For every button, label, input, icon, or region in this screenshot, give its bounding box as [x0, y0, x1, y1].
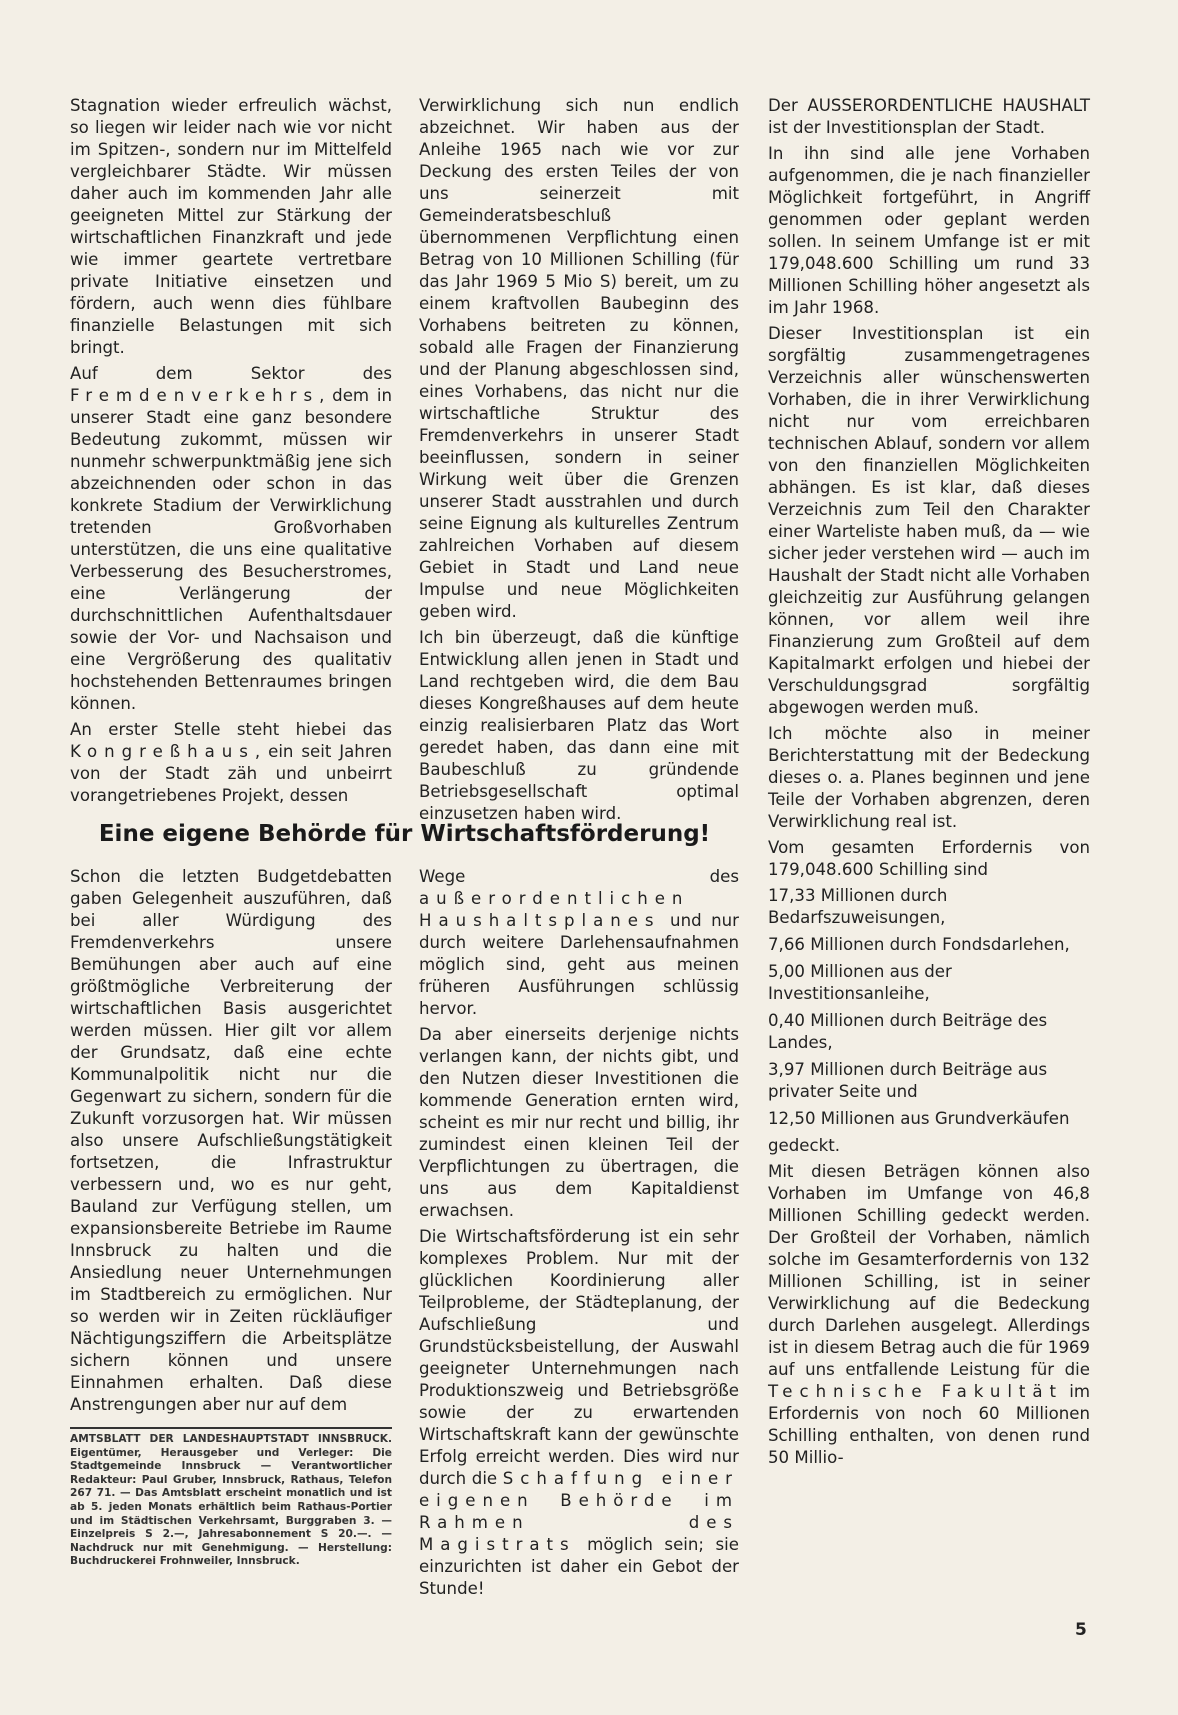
spaced-term: Technische Fakultät	[768, 1382, 1064, 1401]
text-run: und nur durch weitere Darlehensaufnahmen möglich sind, geht aus meinen früheren Ausführungen schlüssig hervor.	[419, 911, 739, 1018]
list-item: 5,00 Millionen aus der Investitionsanleihe,	[768, 962, 952, 1003]
text-run: , ein seit Jahren von der Stadt zäh und unbeirrt vorangetriebenes Projekt, dessen	[70, 742, 392, 805]
text-run: Mit diesen Beträgen können also Vorhaben im Umfange von 46,8 Millionen Schilling gedeckt werden. Der Großteil der Vorhaben, nämlich solche im Gesamterfordernis von 132 Millionen Schilling, ist in seiner Verwirklichung auf die Bedeckung durch Darlehen ausgelegt. Allerdings ist in diesem Betrag auch die für 1969 auf uns entfallende Leistung für die	[768, 1162, 1090, 1379]
text-run: im Erfordernis von noch 60 Millionen Schilling enthalten, von denen rund 50 Millio-	[768, 1382, 1090, 1467]
text-run: Die Wirtschaftsförderung ist ein sehr komplexes Problem. Nur mit der glücklichen Koordinierung aller Teilprobleme, der Städteplanung, der Aufschließung und Grundstücksbeistellung, der Auswahl geeigneter Unternehmungen nach Produktionszweig und Betriebsgröße sowie der zu erwartenden Wirtschaftskraft kann der gewünschte Erfolg erreicht werden. Dies wird nur durch die	[419, 1227, 739, 1488]
list-item: 17,33 Millionen durch Bedarfszuweisungen,	[768, 886, 948, 927]
text-run: Auf dem Sektor des	[70, 364, 392, 383]
column-1-top	[70, 95, 392, 811]
spaced-term: Kongreßhaus	[70, 742, 255, 761]
paragraph: Ich möchte also in meiner Berichterstattung mit der Bedeckung dieses o. a. Planes beginnen und jene Teile der Vorhaben abgrenzen, deren Verwirklichung real ist.	[768, 724, 1090, 831]
paragraph: In ihn sind alle jene Vorhaben aufgenommen, die je nach finanzieller Möglichkeit fortgeführt, in Angriff genommen oder geplant werden sollen. In seinem Umfange ist er mit 179,048.600 Schilling um rund 33 Millionen Schilling höher angesetzt als im Jahr 1968.	[768, 144, 1090, 317]
paragraph	[70, 363, 392, 715]
paragraph: Vom gesamten Erfordernis von 179,048.600 Schilling sind	[768, 838, 1090, 879]
text-run: Wege des	[419, 867, 739, 886]
column-1-bottom	[70, 866, 392, 1420]
list-item: 0,40 Millionen durch Beiträge des Landes,	[768, 1011, 1048, 1052]
paragraph: Dieser Investitionsplan ist ein sorgfältig zusammengetragenes Verzeichnis aller wünschenswerten Vorhaben, die in ihrer Verwirklichung nicht nur vom erreichbaren technischen Ablauf, sondern vor allem von den finanziellen Möglichkeiten abhängen. Es ist klar, daß dieses Verzeichnis zum Teil den Charakter einer Warteliste haben muß, da — wie sicher jeder verstehen wird — auch im Haushalt der Stadt nicht alle Vorhaben gleichzeitig zur Ausführung gelangen können, vor allem weil ihre Finanzierung zum Großteil auf dem Kapitalmarkt erfolgen und hiebei der Verschuldungsgrad sorgfältig abgewogen werden muß.	[768, 324, 1090, 717]
list-item: 3,97 Millionen durch Beiträge aus privater Seite und	[768, 1060, 1048, 1101]
page-number: 5	[1075, 1620, 1087, 1640]
spaced-term: außerordentlichen Haushaltsplanes	[419, 889, 690, 930]
list-item: 7,66 Millionen durch Fondsdarlehen,	[768, 935, 1070, 954]
text-run: An erster Stelle steht hiebei das	[70, 720, 392, 739]
paragraph: Der AUSSERORDENTLICHE HAUSHALT ist der Investitionsplan der Stadt.	[768, 96, 1090, 137]
column-2-bottom	[419, 866, 739, 1604]
paragraph: Ich bin überzeugt, daß die künftige Entwicklung allen jenen in Stadt und Land rechtgeben wird, die dem Bau dieses Kongreßhauses auf dem heute einzig realisierbaren Platz das Wort geredet haben, das dann eine mit Baubeschluß zu gründende Betriebsgesellschaft optimal einzusetzen haben wird.	[419, 628, 739, 823]
paragraph: gedeckt.	[768, 1136, 840, 1155]
paragraph	[768, 1161, 1090, 1469]
column-2-top	[419, 95, 739, 829]
divider	[70, 1427, 392, 1429]
paragraph: Da aber einerseits derjenige nichts verlangen kann, der nichts gibt, und den Nutzen dieser Investitionen die kommende Generation ernten wird, scheint es mir nur recht und billig, ihr zumindest einen kleinen Teil der Verpflichtungen zu übertragen, die uns aus dem Kapitaldienst erwachsen.	[419, 1025, 739, 1220]
spaced-term: Fremdenverkehrs	[70, 386, 320, 405]
paragraph: Schon die letzten Budgetdebatten gaben Gelegenheit auszuführen, daß bei aller Würdigung des Fremdenverkehrs unsere Bemühungen aber auch auf eine größtmögliche Verbreiterung der wirtschaftlichen Basis ausgerichtet werden müssen. Hier gilt vor allem der Grundsatz, daß eine echte Kommunalpolitik nicht nur die Gegenwart zu sichern, sondern für die Zukunft vorzusorgen hat. Wir müssen also unsere Aufschließungstätigkeit fortsetzen, die Infrastruktur verbessern und, wo es nur geht, Bauland zur Verfügung stellen, um expansionsbereite Betriebe im Raume Innsbruck zu halten und die Ansiedlung neuer Unternehmungen im Stadtbereich zu ermöglichen. Nur so werden wir in Zeiten rückläufiger Nächtigungsziffern die Arbeitsplätze sichern können und unsere Einnahmen erhalten. Daß diese Anstrengungen aber nur auf dem	[70, 867, 392, 1414]
paragraph	[419, 1226, 739, 1600]
list-item: 12,50 Millionen aus Grundverkäufen	[768, 1109, 1070, 1128]
spaced-term: Schaffung einer eigenen Behörde im Rahmen des Magistrats	[419, 1469, 739, 1554]
paragraph: Verwirklichung sich nun endlich abzeichnet. Wir haben aus der Anleihe 1965 nach wie vor zur Deckung des ersten Teiles der von uns seinerzeit mit Gemeinderatsbeschluß übernommenen Verpflichtung einen Betrag von 10 Millionen Schilling (für das Jahr 1969 5 Mio S) bereit, um zu einem kraftvollen Baubeginn des Vorhabens beitreten zu können, sobald alle Fragen der Finanzierung und der Planung abgeschlossen sind, eines Vorhabens, das nicht nur die wirtschaftliche Struktur des Fremdenverkehrs in unserer Stadt beeinflussen, sondern in seiner Wirkung weit über die Grenzen unserer Stadt ausstrahlen und durch seine Eignung als kulturelles Zentrum zahlreichen Vorhaben auf diesem Gebiet in Stadt und Land neue Impulse und neue Möglichkeiten geben wird.	[419, 96, 739, 621]
paragraph	[419, 866, 739, 1020]
funding-list	[768, 885, 1090, 1130]
section-headline: Eine eigene Behörde für Wirtschaftsförderung!	[98, 821, 711, 847]
paragraph	[70, 719, 392, 807]
text-run: , dem in unserer Stadt eine ganz besondere Bedeutung zukommt, müssen wir nunmehr schwerpunktmäßig jene sich abzeichnenden oder schon in das konkrete Stadium der Verwirklichung tretenden Großvorhaben unterstützen, die uns eine qualitative Verbesserung des Besucherstromes, eine Verlängerung der durchschnittlichen Aufenthaltsdauer sowie der Vor- und Nachsaison und eine Vergrößerung des qualitativ hochstehenden Bettenraumes bringen können.	[70, 386, 392, 713]
column-3	[768, 95, 1090, 1473]
impressum: AMTSBLATT DER LANDESHAUPTSTADT INNSBRUCK. Eigentümer, Herausgeber und Verleger: Die Stadtgemeinde Innsbruck — Verantwortlicher Redakteur: Paul Gruber, Innsbruck, Rathaus, Telefon 267 71. — Das Amtsblatt erscheint monatlich und ist ab 5. jeden Monats erhältlich beim Rathaus-Portier und im Städtischen Verkehrsamt, Burggraben 3. — Einzelpreis S 2.—, Jahresabonnement S 20.—. — Nachdruck nur mit Genehmigung. — Herstellung: Buchdruckerei Frohnweiler, Innsbruck.	[70, 1433, 392, 1568]
text-run: möglich sein; sie einzurichten ist daher ein Gebot der Stunde!	[419, 1535, 739, 1598]
paragraph: Stagnation wieder erfreulich wächst, so liegen wir leider nach wie vor nicht im Spitzen-, sondern nur im Mittelfeld vergleichbarer Städte. Wir müssen daher auch im kommenden Jahr alle geeigneten Mittel zur Stärkung der wirtschaftlichen Finanzkraft und jede wie immer geartete vertretbare private Initiative einsetzen und fördern, auch wenn dies fühlbare finanzielle Belastungen mit sich bringt.	[70, 96, 392, 357]
